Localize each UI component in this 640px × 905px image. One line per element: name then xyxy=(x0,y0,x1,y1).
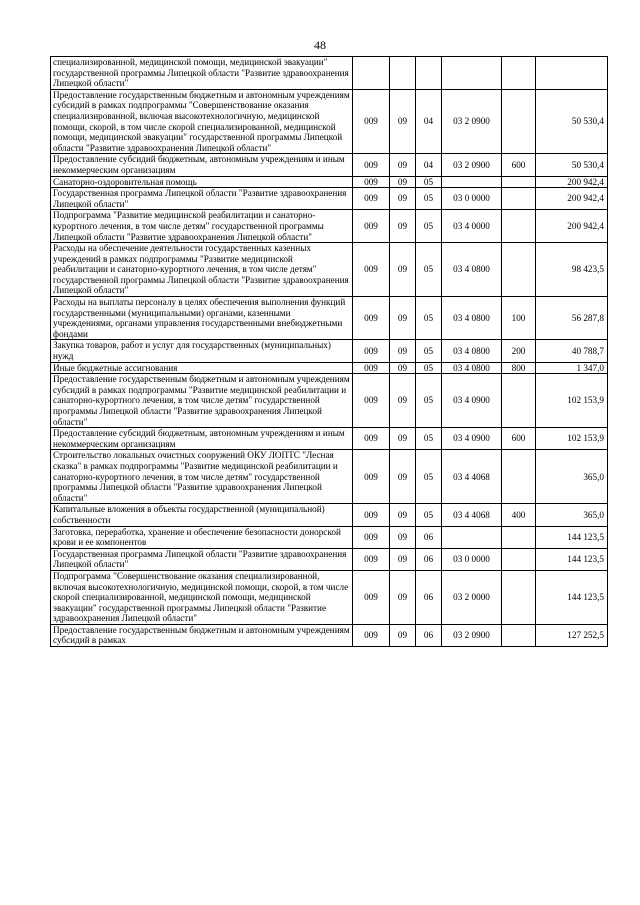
cell-section: 09 xyxy=(390,154,416,176)
table-row xyxy=(51,450,608,504)
cell-name: Подпрограмма "Совершенствование оказания специализированной, включая высокотехнологичную, медицинской помощи, скорой, в том числе скорой специализированной, медицинской помощи, медицинской эвакуации" государственной программы Липецкой области "Развитие здравоохранения Липецкой области" xyxy=(51,570,353,624)
cell-subsection: 05 xyxy=(416,188,442,210)
cell-section: 09 xyxy=(390,243,416,297)
table-row xyxy=(51,89,608,154)
cell-department: 009 xyxy=(353,570,390,624)
cell-target-item xyxy=(442,176,502,188)
cell-subsection: 05 xyxy=(416,362,442,374)
table-body xyxy=(51,57,608,647)
table-row xyxy=(51,340,608,362)
cell-expense-type xyxy=(502,548,536,570)
cell-section: 09 xyxy=(390,340,416,362)
cell-name: Предоставление субсидий бюджетным, автономным учреждениям и иным некоммерческим организациям xyxy=(51,154,353,176)
cell-name: Предоставление государственным бюджетным и автономным учреждениям субсидий в рамках xyxy=(51,624,353,646)
cell-name: Строительство локальных очистных сооружений ОКУ ЛОПТС "Лесная сказка" в рамках подпрограммы "Развитие медицинской реабилитации и санаторно-курортного лечения, в том числе детям" государственной программы Липецкой области "Развитие здравоохранения Липецкой области" xyxy=(51,450,353,504)
table-row xyxy=(51,428,608,450)
cell-section: 09 xyxy=(390,450,416,504)
cell-department: 009 xyxy=(353,362,390,374)
cell-section xyxy=(390,57,416,90)
cell-name: специализированной, медицинской помощи, медицинской эвакуации" государственной программы Липецкой области "Развитие здравоохранения Липецкой области" xyxy=(51,57,353,90)
cell-expense-type: 100 xyxy=(502,297,536,340)
cell-expense-type xyxy=(502,243,536,297)
cell-target-item xyxy=(442,526,502,548)
cell-section: 09 xyxy=(390,188,416,210)
cell-section: 09 xyxy=(390,210,416,243)
cell-section: 09 xyxy=(390,297,416,340)
cell-amount: 365,0 xyxy=(536,504,608,526)
cell-amount: 144 123,5 xyxy=(536,570,608,624)
cell-expense-type xyxy=(502,624,536,646)
table-row xyxy=(51,570,608,624)
cell-section: 09 xyxy=(390,428,416,450)
cell-expense-type xyxy=(502,526,536,548)
cell-amount: 50 530,4 xyxy=(536,154,608,176)
cell-amount xyxy=(536,57,608,90)
cell-expense-type: 400 xyxy=(502,504,536,526)
cell-name: Капитальные вложения в объекты государственной (муниципальной) собственности xyxy=(51,504,353,526)
cell-section: 09 xyxy=(390,89,416,154)
cell-expense-type xyxy=(502,176,536,188)
cell-target-item: 03 4 0000 xyxy=(442,210,502,243)
cell-expense-type xyxy=(502,374,536,428)
cell-target-item: 03 4 4068 xyxy=(442,450,502,504)
table-row xyxy=(51,548,608,570)
cell-subsection: 05 xyxy=(416,210,442,243)
cell-subsection: 05 xyxy=(416,374,442,428)
cell-target-item: 03 4 0800 xyxy=(442,297,502,340)
cell-section: 09 xyxy=(390,548,416,570)
cell-target-item: 03 4 0800 xyxy=(442,362,502,374)
table-row xyxy=(51,188,608,210)
table-row xyxy=(51,176,608,188)
cell-department: 009 xyxy=(353,450,390,504)
cell-expense-type: 200 xyxy=(502,340,536,362)
cell-name: Расходы на выплаты персоналу в целях обеспечения выполнения функций государственными (муниципальными) органами, казенными учреждениями, органами управления государственными внебюджетными фондами xyxy=(51,297,353,340)
cell-amount: 365,0 xyxy=(536,450,608,504)
cell-subsection: 04 xyxy=(416,154,442,176)
cell-target-item: 03 4 4068 xyxy=(442,504,502,526)
cell-name: Расходы на обеспечение деятельности государственных казенных учреждений в рамках подпрограммы "Развитие медицинской реабилитации и санаторно-курортного лечения, в том числе детям" государственной программы Липецкой области "Развитие здравоохранения Липецкой области" xyxy=(51,243,353,297)
cell-subsection: 05 xyxy=(416,176,442,188)
cell-target-item: 03 2 0900 xyxy=(442,624,502,646)
cell-subsection: 06 xyxy=(416,548,442,570)
cell-subsection: 06 xyxy=(416,570,442,624)
cell-section: 09 xyxy=(390,624,416,646)
cell-name: Предоставление субсидий бюджетным, автономным учреждениям и иным некоммерческим организациям xyxy=(51,428,353,450)
cell-subsection: 06 xyxy=(416,624,442,646)
cell-department xyxy=(353,57,390,90)
cell-expense-type: 600 xyxy=(502,428,536,450)
cell-expense-type xyxy=(502,188,536,210)
table-row xyxy=(51,504,608,526)
cell-department: 009 xyxy=(353,340,390,362)
cell-target-item: 03 2 0900 xyxy=(442,89,502,154)
table-row xyxy=(51,154,608,176)
cell-target-item: 03 0 0000 xyxy=(442,548,502,570)
cell-department: 009 xyxy=(353,210,390,243)
cell-target-item: 03 4 0900 xyxy=(442,428,502,450)
table-row xyxy=(51,297,608,340)
table-row xyxy=(51,526,608,548)
cell-amount: 102 153,9 xyxy=(536,374,608,428)
cell-name: Санаторно-оздоровительная помощь xyxy=(51,176,353,188)
cell-target-item: 03 4 0900 xyxy=(442,374,502,428)
cell-department: 009 xyxy=(353,428,390,450)
cell-amount: 200 942,4 xyxy=(536,210,608,243)
cell-department: 009 xyxy=(353,624,390,646)
cell-amount: 50 530,4 xyxy=(536,89,608,154)
table-row xyxy=(51,374,608,428)
cell-expense-type xyxy=(502,570,536,624)
cell-subsection: 04 xyxy=(416,89,442,154)
cell-department: 009 xyxy=(353,243,390,297)
table-row xyxy=(51,624,608,646)
cell-target-item: 03 4 0800 xyxy=(442,243,502,297)
cell-subsection: 06 xyxy=(416,526,442,548)
cell-amount: 200 942,4 xyxy=(536,188,608,210)
cell-section: 09 xyxy=(390,526,416,548)
table-row xyxy=(51,57,608,90)
cell-amount: 1 347,0 xyxy=(536,362,608,374)
cell-subsection: 05 xyxy=(416,428,442,450)
cell-section: 09 xyxy=(390,176,416,188)
cell-expense-type xyxy=(502,57,536,90)
cell-name: Предоставление государственным бюджетным и автономным учреждениям субсидий в рамках подпрограммы "Развитие медицинской реабилитации и санаторно-курортного лечения, в том числе детям" государственной программы Липецкой области "Развитие здравоохранения Липецкой области" xyxy=(51,374,353,428)
cell-amount: 144 123,5 xyxy=(536,526,608,548)
page-number: 48 xyxy=(314,38,326,52)
cell-department: 009 xyxy=(353,548,390,570)
cell-name: Государственная программа Липецкой области "Развитие здравоохранения Липецкой области" xyxy=(51,188,353,210)
cell-target-item: 03 2 0900 xyxy=(442,154,502,176)
cell-expense-type: 600 xyxy=(502,154,536,176)
cell-department: 009 xyxy=(353,176,390,188)
cell-subsection: 05 xyxy=(416,504,442,526)
cell-amount: 56 287,8 xyxy=(536,297,608,340)
cell-subsection: 05 xyxy=(416,297,442,340)
cell-expense-type xyxy=(502,450,536,504)
cell-expense-type xyxy=(502,210,536,243)
cell-section: 09 xyxy=(390,570,416,624)
cell-target-item: 03 4 0800 xyxy=(442,340,502,362)
budget-table xyxy=(50,56,608,647)
cell-section: 09 xyxy=(390,374,416,428)
cell-department: 009 xyxy=(353,89,390,154)
cell-amount: 127 252,5 xyxy=(536,624,608,646)
cell-section: 09 xyxy=(390,504,416,526)
cell-subsection: 05 xyxy=(416,243,442,297)
cell-target-item xyxy=(442,57,502,90)
cell-section: 09 xyxy=(390,362,416,374)
cell-department: 009 xyxy=(353,374,390,428)
cell-department: 009 xyxy=(353,188,390,210)
table-row xyxy=(51,362,608,374)
cell-expense-type: 800 xyxy=(502,362,536,374)
cell-name: Иные бюджетные ассигнования xyxy=(51,362,353,374)
cell-subsection: 05 xyxy=(416,450,442,504)
cell-amount: 200 942,4 xyxy=(536,176,608,188)
cell-department: 009 xyxy=(353,504,390,526)
cell-expense-type xyxy=(502,89,536,154)
cell-name: Заготовка, переработка, хранение и обеспечение безопасности донорской крови и ее компонентов xyxy=(51,526,353,548)
cell-amount: 98 423,5 xyxy=(536,243,608,297)
cell-target-item: 03 0 0000 xyxy=(442,188,502,210)
table-row xyxy=(51,210,608,243)
cell-name: Закупка товаров, работ и услуг для государственных (муниципальных) нужд xyxy=(51,340,353,362)
cell-target-item: 03 2 0000 xyxy=(442,570,502,624)
cell-name: Подпрограмма "Развитие медицинской реабилитации и санаторно-курортного лечения, в том числе детям" государственной программы Липецкой области "Развитие здравоохранения Липецкой области" xyxy=(51,210,353,243)
cell-department: 009 xyxy=(353,297,390,340)
cell-department: 009 xyxy=(353,526,390,548)
cell-amount: 40 788,7 xyxy=(536,340,608,362)
cell-name: Предоставление государственным бюджетным и автономным учреждениям субсидий в рамках подпрограммы "Совершенствование оказания специализированной, включая высокотехнологичную, медицинской помощи, скорой, в том числе скорой специализированной, медицинской помощи, медицинской эвакуации" государственной программы Липецкой области "Развитие здравоохранения Липецкой области" xyxy=(51,89,353,154)
cell-name: Государственная программа Липецкой области "Развитие здравоохранения Липецкой области" xyxy=(51,548,353,570)
cell-subsection: 05 xyxy=(416,340,442,362)
cell-subsection xyxy=(416,57,442,90)
table-row xyxy=(51,243,608,297)
cell-amount: 102 153,9 xyxy=(536,428,608,450)
cell-amount: 144 123,5 xyxy=(536,548,608,570)
cell-department: 009 xyxy=(353,154,390,176)
